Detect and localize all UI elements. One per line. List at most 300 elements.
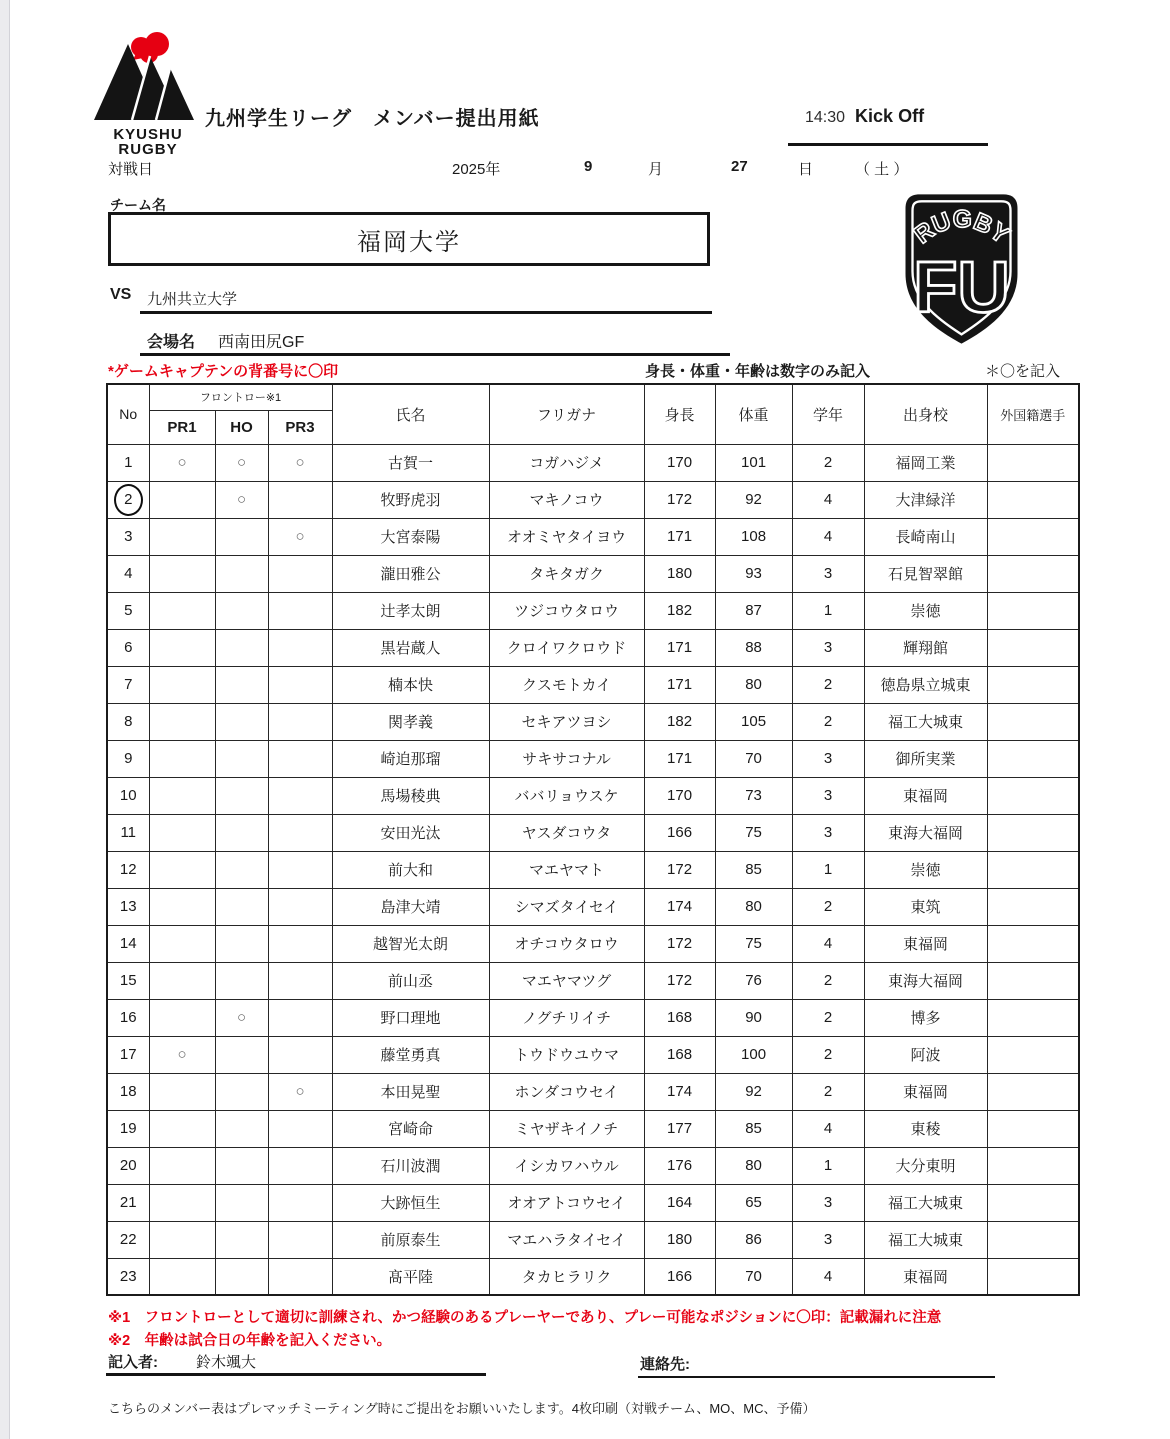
cell-pr1-mark [149, 925, 215, 962]
cell-furigana: マエヤマト [489, 851, 644, 888]
cell-player-name: 大宮泰陽 [332, 518, 489, 555]
cell-foreign [987, 592, 1079, 629]
kickoff-time: 14:30 [805, 109, 846, 126]
cell-ho-mark [215, 592, 268, 629]
cell-school: 大津緑洋 [864, 481, 987, 518]
date-day-value: 27 [731, 158, 748, 175]
cell-pr3-mark: ○ [268, 1073, 332, 1110]
date-year: 2025年 [452, 161, 501, 178]
cell-pr1-mark [149, 703, 215, 740]
cell-foreign [987, 703, 1079, 740]
cell-foreign [987, 888, 1079, 925]
cell-player-name: 島津大靖 [332, 888, 489, 925]
cell-height: 172 [644, 481, 715, 518]
cell-pr1-mark [149, 1258, 215, 1295]
cell-height: 171 [644, 518, 715, 555]
cell-player-name: 前大和 [332, 851, 489, 888]
contact-label: 連絡先: [640, 1356, 690, 1373]
writer-underline [106, 1373, 486, 1376]
cell-grade: 3 [792, 814, 864, 851]
header-ho: HO [215, 410, 268, 444]
roster-row [107, 1036, 1079, 1073]
venue-label: 会場名 [147, 334, 196, 351]
cell-player-name: 野口理地 [332, 999, 489, 1036]
cell-height: 176 [644, 1147, 715, 1184]
cell-foreign [987, 925, 1079, 962]
cell-school: 東筑 [864, 888, 987, 925]
cell-ho-mark [215, 1110, 268, 1147]
circle-entry-note: ＊〇を記入 [985, 363, 1061, 380]
cell-furigana: オオミヤタイヨウ [489, 518, 644, 555]
mountain-heart-icon [88, 30, 208, 122]
cell-furigana: クスモトカイ [489, 666, 644, 703]
date-weekday: （ 土 ） [855, 161, 909, 178]
cell-pr3-mark [268, 1110, 332, 1147]
cell-school: 福工大城東 [864, 1221, 987, 1258]
cell-height: 180 [644, 1221, 715, 1258]
cell-height: 182 [644, 703, 715, 740]
cell-pr3-mark [268, 740, 332, 777]
cell-school: 東福岡 [864, 925, 987, 962]
roster-row [107, 1110, 1079, 1147]
cell-school: 長崎南山 [864, 518, 987, 555]
cell-pr3-mark [268, 703, 332, 740]
cell-school: 東海大福岡 [864, 962, 987, 999]
cell-no: 14 [107, 925, 149, 962]
cell-ho-mark [215, 1221, 268, 1258]
footnote-1: ※1 フロントローとして適切に訓練され、かつ経験のあるプレーヤーであり、プレー可能なポジションに〇印：記載漏れに注意 [108, 1310, 942, 1326]
header-pr1: PR1 [149, 410, 215, 444]
cell-pr3-mark [268, 1036, 332, 1073]
roster-row [107, 925, 1079, 962]
cell-ho-mark: ○ [215, 444, 268, 481]
cell-no: 3 [107, 518, 149, 555]
cell-height: 172 [644, 851, 715, 888]
cell-school: 東稜 [864, 1110, 987, 1147]
cell-ho-mark [215, 925, 268, 962]
cell-foreign [987, 1221, 1079, 1258]
cell-school: 崇徳 [864, 592, 987, 629]
cell-furigana: コガハジメ [489, 444, 644, 481]
cell-furigana: ノグチリイチ [489, 999, 644, 1036]
cell-school: 東福岡 [864, 1258, 987, 1295]
cell-ho-mark: ○ [215, 999, 268, 1036]
cell-foreign [987, 1258, 1079, 1295]
cell-pr3-mark [268, 925, 332, 962]
cell-furigana: マエハラタイセイ [489, 1221, 644, 1258]
cell-pr3-mark [268, 962, 332, 999]
cell-height: 168 [644, 999, 715, 1036]
cell-ho-mark [215, 1184, 268, 1221]
cell-grade: 1 [792, 851, 864, 888]
cell-height: 177 [644, 1110, 715, 1147]
cell-furigana: ミヤザキイノチ [489, 1110, 644, 1147]
cell-ho-mark [215, 518, 268, 555]
cell-grade: 2 [792, 999, 864, 1036]
cell-no: 8 [107, 703, 149, 740]
cell-foreign [987, 740, 1079, 777]
cell-height: 180 [644, 555, 715, 592]
cell-player-name: 前原泰生 [332, 1221, 489, 1258]
cell-height: 171 [644, 740, 715, 777]
cell-school: 徳島県立城東 [864, 666, 987, 703]
cell-pr1-mark [149, 1073, 215, 1110]
cell-no: 15 [107, 962, 149, 999]
cell-ho-mark [215, 666, 268, 703]
cell-grade: 4 [792, 1258, 864, 1295]
cell-player-name: 髙平陸 [332, 1258, 489, 1295]
cell-pr3-mark: ○ [268, 444, 332, 481]
cell-weight: 86 [715, 1221, 792, 1258]
cell-school: 東福岡 [864, 1073, 987, 1110]
kyushu-rugby-logo [86, 30, 210, 157]
logo-text-line2: RUGBY [118, 141, 178, 158]
cell-ho-mark [215, 703, 268, 740]
header-furigana: フリガナ [489, 384, 644, 444]
page-edge [0, 0, 10, 1439]
roster-row [107, 888, 1079, 925]
cell-school: 東海大福岡 [864, 814, 987, 851]
cell-weight: 70 [715, 1258, 792, 1295]
cell-ho-mark [215, 1036, 268, 1073]
cell-foreign [987, 999, 1079, 1036]
roster-row [107, 851, 1079, 888]
venue-underline [140, 353, 730, 356]
cell-weight: 80 [715, 888, 792, 925]
cell-grade: 1 [792, 1147, 864, 1184]
cell-ho-mark [215, 1258, 268, 1295]
cell-no: 21 [107, 1184, 149, 1221]
cell-height: 174 [644, 888, 715, 925]
cell-player-name: 大跡恒生 [332, 1184, 489, 1221]
cell-ho-mark [215, 851, 268, 888]
cell-weight: 85 [715, 851, 792, 888]
cell-height: 182 [644, 592, 715, 629]
cell-furigana: ツジコウタロウ [489, 592, 644, 629]
cell-grade: 1 [792, 592, 864, 629]
roster-row [107, 629, 1079, 666]
header-height: 身長 [644, 384, 715, 444]
cell-grade: 2 [792, 666, 864, 703]
cell-furigana: イシカワハウル [489, 1147, 644, 1184]
cell-pr1-mark [149, 1221, 215, 1258]
cell-no: 12 [107, 851, 149, 888]
cell-weight: 70 [715, 740, 792, 777]
cell-ho-mark [215, 777, 268, 814]
cell-foreign [987, 777, 1079, 814]
cell-school: 輝翔館 [864, 629, 987, 666]
cell-grade: 3 [792, 1221, 864, 1258]
cell-height: 171 [644, 666, 715, 703]
cell-weight: 93 [715, 555, 792, 592]
cell-pr1-mark [149, 814, 215, 851]
cell-height: 166 [644, 814, 715, 851]
logo-text-line1: KYUSHU [113, 126, 183, 143]
writer-name: 鈴木颯大 [196, 1354, 257, 1371]
cell-no: 4 [107, 555, 149, 592]
cell-weight: 92 [715, 481, 792, 518]
cell-player-name: 古賀一 [332, 444, 489, 481]
cell-weight: 92 [715, 1073, 792, 1110]
numeric-entry-note: 身長・体重・年齢は数字のみ記入 [645, 363, 871, 380]
cell-pr3-mark [268, 1258, 332, 1295]
cell-pr1-mark [149, 555, 215, 592]
roster-row [107, 1184, 1079, 1221]
cell-ho-mark [215, 629, 268, 666]
cell-weight: 87 [715, 592, 792, 629]
cell-pr1-mark [149, 1110, 215, 1147]
cell-school: 石見智翠館 [864, 555, 987, 592]
header-pr3: PR3 [268, 410, 332, 444]
cell-grade: 3 [792, 777, 864, 814]
cell-player-name: 本田晃聖 [332, 1073, 489, 1110]
cell-no [107, 481, 149, 518]
footnote-2: ※2 年齢は試合日の年齢を記入ください。 [108, 1333, 392, 1349]
submission-note: こちらのメンバー表はプレマッチミーティング時にご提出をお願いいたします。4枚印刷（対戦チーム、MO、MC、予備） [108, 1401, 816, 1416]
cell-school: 福工大城東 [864, 1184, 987, 1221]
cell-school: 福工大城東 [864, 703, 987, 740]
cell-no: 5 [107, 592, 149, 629]
cell-furigana: クロイワクロウド [489, 629, 644, 666]
cell-furigana: タキタガク [489, 555, 644, 592]
cell-weight: 76 [715, 962, 792, 999]
cell-ho-mark [215, 555, 268, 592]
cell-grade: 2 [792, 1073, 864, 1110]
cell-grade: 2 [792, 444, 864, 481]
cell-player-name: 崎迫那瑠 [332, 740, 489, 777]
cell-ho-mark [215, 1147, 268, 1184]
cell-foreign [987, 629, 1079, 666]
cell-pr1-mark [149, 777, 215, 814]
roster-row [107, 703, 1079, 740]
cell-ho-mark [215, 740, 268, 777]
cell-height: 171 [644, 629, 715, 666]
cell-pr1-mark [149, 481, 215, 518]
roster-row [107, 1073, 1079, 1110]
cell-foreign [987, 1110, 1079, 1147]
cell-pr3-mark [268, 555, 332, 592]
roster-row [107, 962, 1079, 999]
roster-row [107, 1258, 1079, 1295]
cell-furigana: マキノコウ [489, 481, 644, 518]
cell-no: 9 [107, 740, 149, 777]
cell-furigana: ヤスダコウタ [489, 814, 644, 851]
cell-furigana: シマズタイセイ [489, 888, 644, 925]
cell-foreign [987, 1073, 1079, 1110]
cell-pr1-mark [149, 1147, 215, 1184]
captain-circle-mark: 2 [114, 484, 143, 516]
cell-pr3-mark [268, 1184, 332, 1221]
cell-weight: 90 [715, 999, 792, 1036]
cell-furigana: ホンダコウセイ [489, 1073, 644, 1110]
kickoff-label: Kick Off [855, 106, 925, 126]
cell-weight: 75 [715, 814, 792, 851]
cell-height: 170 [644, 777, 715, 814]
cell-furigana: マエヤマツグ [489, 962, 644, 999]
captain-note: *ゲームキャプテンの背番号に〇印 [108, 363, 339, 380]
cell-pr3-mark [268, 592, 332, 629]
cell-grade: 4 [792, 518, 864, 555]
cell-height: 166 [644, 1258, 715, 1295]
cell-foreign [987, 1184, 1079, 1221]
cell-height: 172 [644, 925, 715, 962]
team-name-label: チーム名 [110, 197, 166, 213]
cell-no: 11 [107, 814, 149, 851]
cell-weight: 108 [715, 518, 792, 555]
kickoff-underline [788, 143, 988, 146]
cell-player-name: 宮崎命 [332, 1110, 489, 1147]
cell-player-name: 馬場稜典 [332, 777, 489, 814]
date-label: 対戦日 [108, 161, 154, 178]
roster-row [107, 444, 1079, 481]
contact-underline [638, 1376, 995, 1378]
cell-furigana: オチコウタロウ [489, 925, 644, 962]
cell-school: 東福岡 [864, 777, 987, 814]
cell-grade: 3 [792, 740, 864, 777]
cell-weight: 75 [715, 925, 792, 962]
team-name-box: 福岡大学 [108, 212, 710, 266]
cell-no: 16 [107, 999, 149, 1036]
badge-arc-text: RUGBY [909, 205, 1014, 250]
cell-height: 172 [644, 962, 715, 999]
cell-pr1-mark [149, 999, 215, 1036]
cell-player-name: 石川波潤 [332, 1147, 489, 1184]
roster-row [107, 814, 1079, 851]
cell-player-name: 黒岩蔵人 [332, 629, 489, 666]
cell-pr1-mark [149, 1184, 215, 1221]
header-name: 氏名 [332, 384, 489, 444]
cell-school: 福岡工業 [864, 444, 987, 481]
cell-no: 13 [107, 888, 149, 925]
cell-weight: 85 [715, 1110, 792, 1147]
cell-pr1-mark [149, 888, 215, 925]
roster-table [106, 383, 1080, 1296]
cell-no: 19 [107, 1110, 149, 1147]
cell-foreign [987, 962, 1079, 999]
cell-foreign [987, 1036, 1079, 1073]
cell-weight: 73 [715, 777, 792, 814]
cell-grade: 4 [792, 925, 864, 962]
cell-foreign [987, 814, 1079, 851]
cell-ho-mark: ○ [215, 481, 268, 518]
cell-school: 大分東明 [864, 1147, 987, 1184]
cell-school: 御所実業 [864, 740, 987, 777]
cell-pr3-mark [268, 481, 332, 518]
cell-weight: 65 [715, 1184, 792, 1221]
date-month-value: 9 [584, 158, 593, 175]
cell-pr3-mark [268, 999, 332, 1036]
writer-label: 記入者: [108, 1354, 158, 1371]
cell-pr3-mark: ○ [268, 518, 332, 555]
cell-school: 崇徳 [864, 851, 987, 888]
roster-body [107, 444, 1079, 1295]
cell-player-name: 安田光汰 [332, 814, 489, 851]
cell-foreign [987, 851, 1079, 888]
cell-no: 22 [107, 1221, 149, 1258]
cell-foreign [987, 555, 1079, 592]
cell-no: 20 [107, 1147, 149, 1184]
opponent-underline [140, 311, 712, 314]
header-weight: 体重 [715, 384, 792, 444]
cell-height: 164 [644, 1184, 715, 1221]
cell-foreign [987, 1147, 1079, 1184]
cell-furigana: セキアツヨシ [489, 703, 644, 740]
cell-weight: 101 [715, 444, 792, 481]
header-school: 出身校 [864, 384, 987, 444]
cell-grade: 3 [792, 555, 864, 592]
cell-height: 168 [644, 1036, 715, 1073]
roster-row [107, 555, 1079, 592]
cell-pr1-mark [149, 592, 215, 629]
cell-weight: 105 [715, 703, 792, 740]
opponent-name: 九州共立大学 [147, 291, 238, 308]
cell-pr1-mark [149, 666, 215, 703]
cell-pr3-mark [268, 629, 332, 666]
cell-player-name: 前山丞 [332, 962, 489, 999]
cell-pr3-mark [268, 888, 332, 925]
cell-player-name: 越智光太朗 [332, 925, 489, 962]
kickoff [805, 106, 924, 127]
roster-row [107, 481, 1079, 518]
roster-row [107, 777, 1079, 814]
cell-foreign [987, 666, 1079, 703]
cell-weight: 80 [715, 1147, 792, 1184]
vs-label: VS [110, 286, 132, 303]
header-foreign: 外国籍選手 [987, 384, 1079, 444]
roster-row [107, 740, 1079, 777]
roster-row [107, 592, 1079, 629]
shield-icon [903, 192, 1020, 346]
cell-grade: 2 [792, 888, 864, 925]
cell-grade: 2 [792, 1036, 864, 1073]
cell-player-name: 辻孝太朗 [332, 592, 489, 629]
cell-grade: 2 [792, 962, 864, 999]
cell-no: 1 [107, 444, 149, 481]
cell-grade: 4 [792, 1110, 864, 1147]
venue-name: 西南田尻GF [218, 334, 305, 351]
cell-grade: 3 [792, 629, 864, 666]
cell-player-name: 藤堂勇真 [332, 1036, 489, 1073]
cell-pr1-mark [149, 851, 215, 888]
roster-row [107, 518, 1079, 555]
roster-row [107, 1221, 1079, 1258]
cell-furigana: タカヒラリク [489, 1258, 644, 1295]
cell-school: 阿波 [864, 1036, 987, 1073]
page-title: 九州学生リーグ メンバー提出用紙 [205, 108, 540, 130]
cell-pr3-mark [268, 814, 332, 851]
cell-pr1-mark: ○ [149, 1036, 215, 1073]
cell-ho-mark [215, 1073, 268, 1110]
cell-no: 17 [107, 1036, 149, 1073]
cell-player-name: 関孝義 [332, 703, 489, 740]
roster-row [107, 1147, 1079, 1184]
cell-ho-mark [215, 814, 268, 851]
cell-no: 7 [107, 666, 149, 703]
roster-row [107, 999, 1079, 1036]
cell-no: 10 [107, 777, 149, 814]
header-grade: 学年 [792, 384, 864, 444]
cell-no: 18 [107, 1073, 149, 1110]
cell-pr1-mark [149, 518, 215, 555]
cell-weight: 80 [715, 666, 792, 703]
cell-school: 博多 [864, 999, 987, 1036]
header-front-row: フロントロー※1 [149, 384, 332, 410]
cell-pr3-mark [268, 1221, 332, 1258]
cell-pr1-mark [149, 740, 215, 777]
cell-pr1-mark [149, 962, 215, 999]
cell-furigana: オオアトコウセイ [489, 1184, 644, 1221]
fu-rugby-badge [903, 192, 1020, 351]
